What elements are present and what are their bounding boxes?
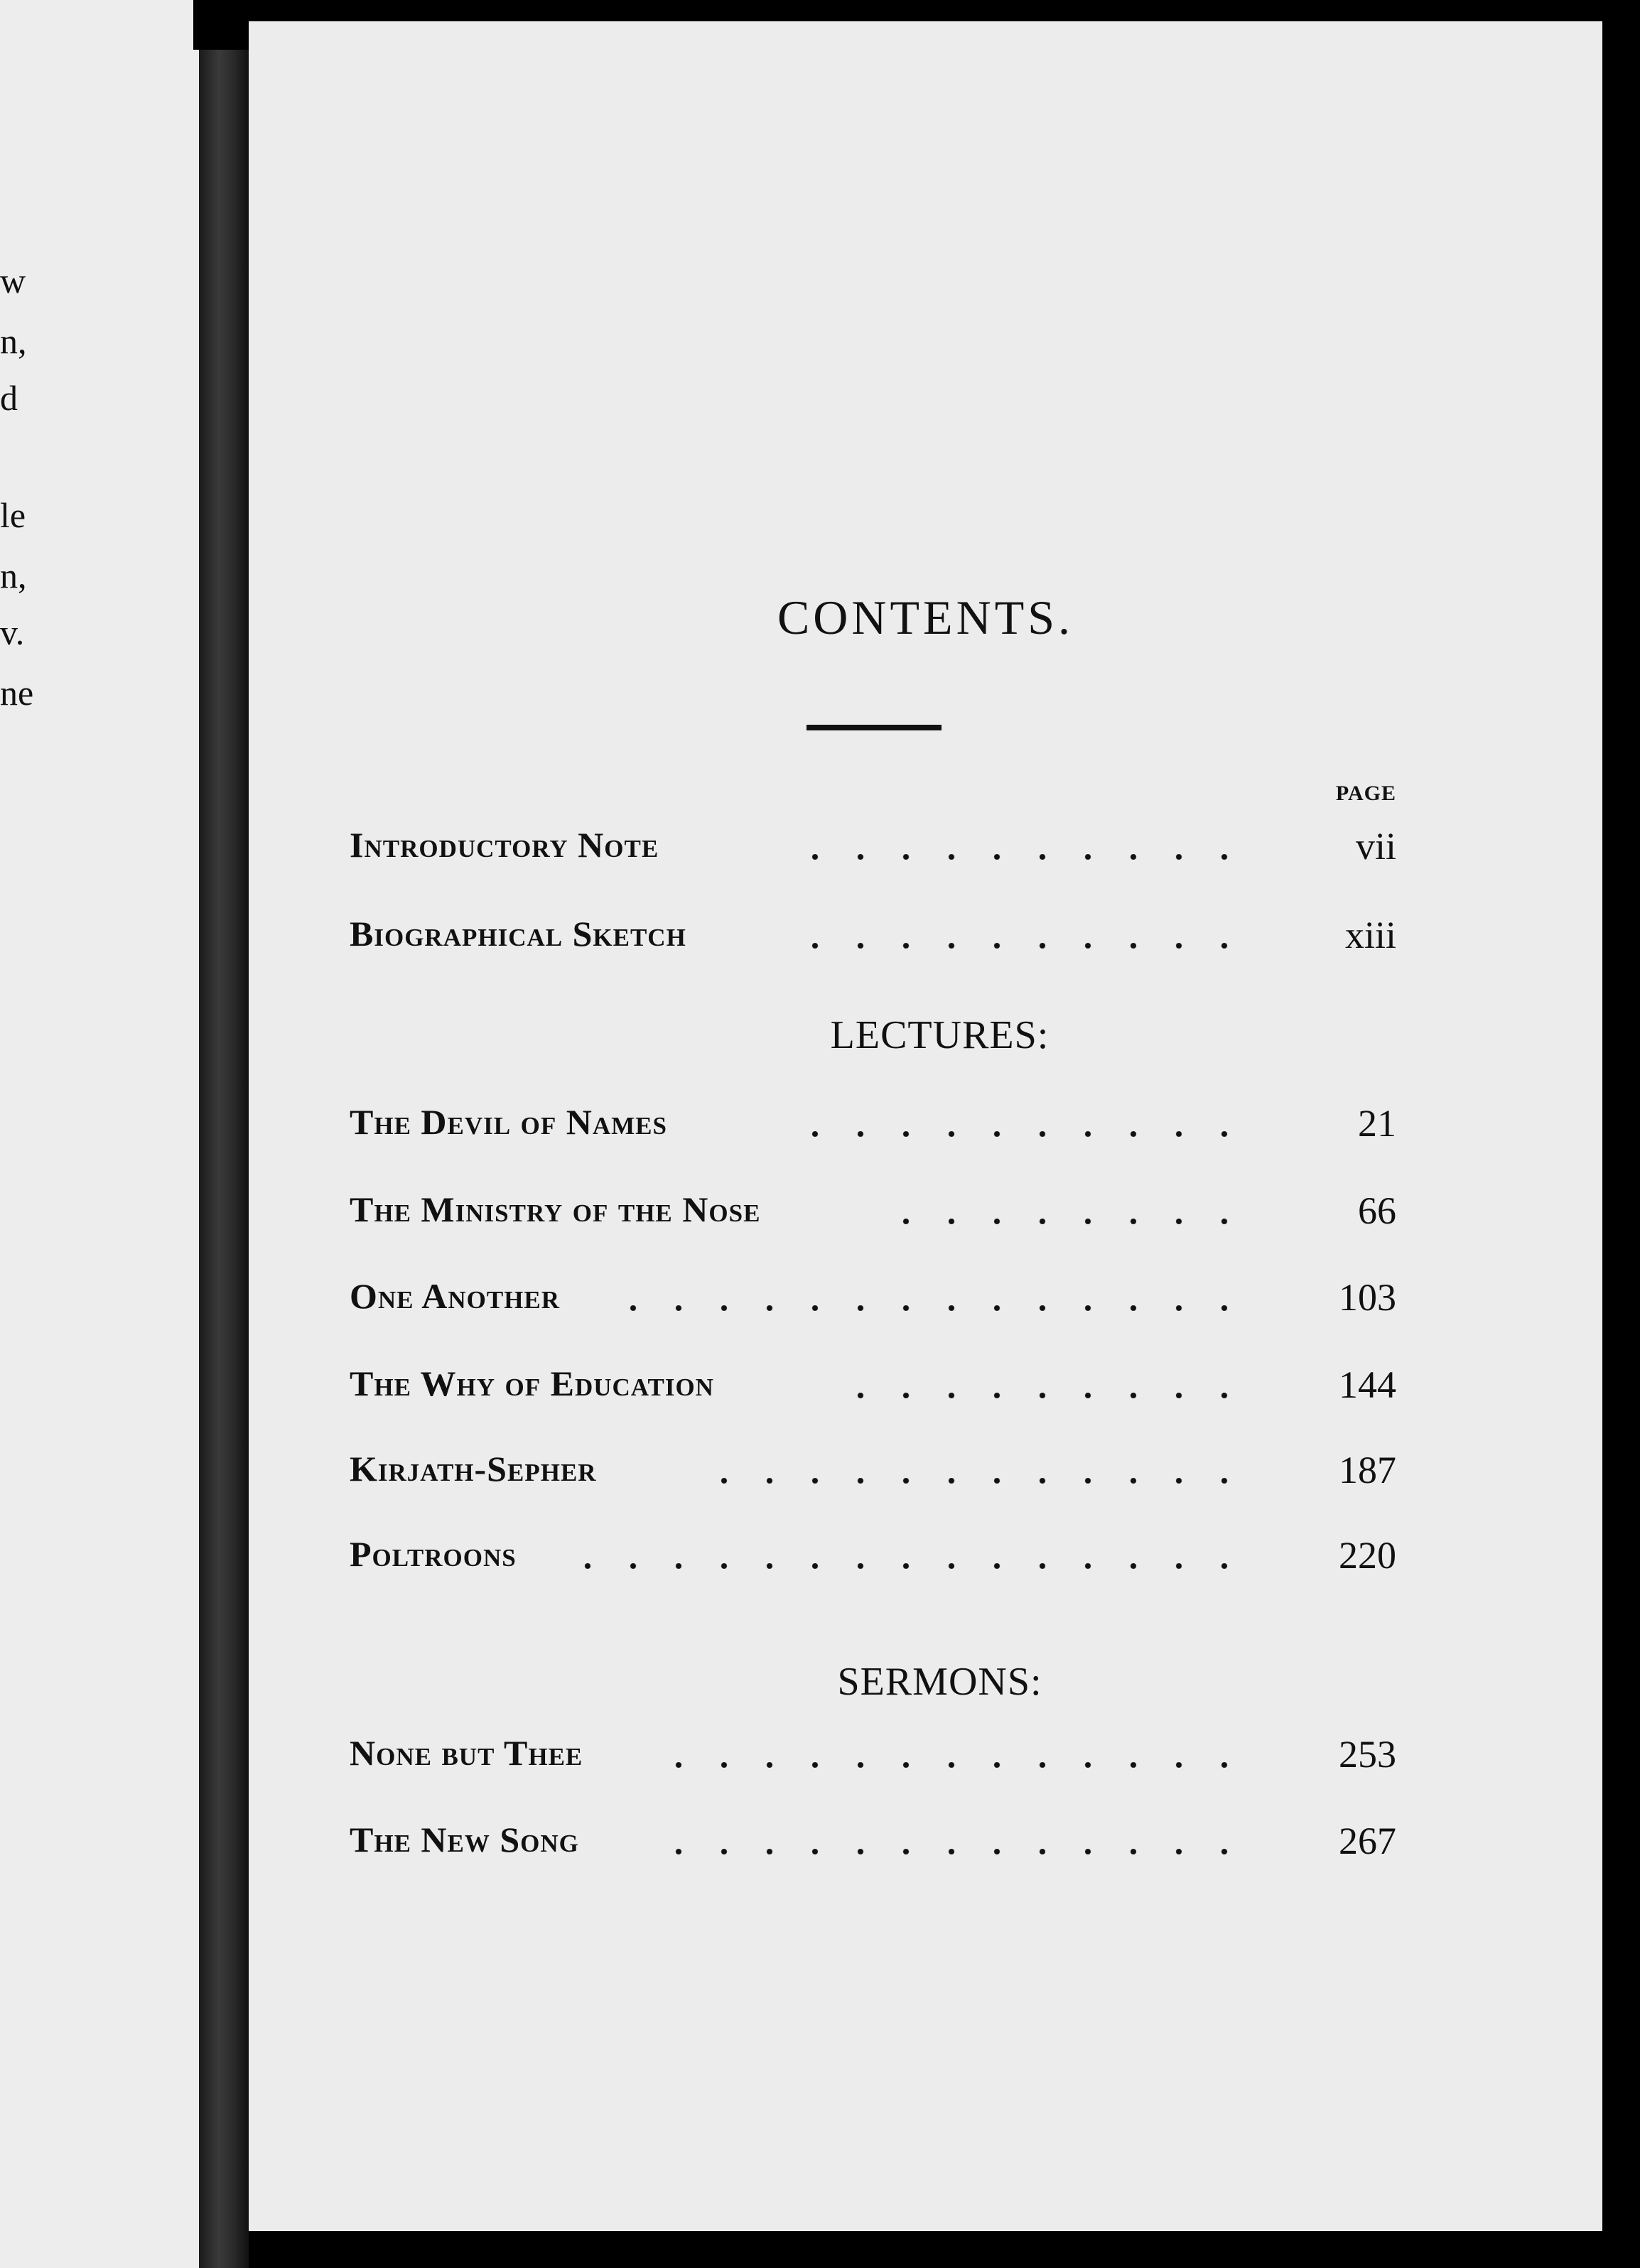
- dot-leader: [838, 1393, 1247, 1398]
- toc-entry-page: 187: [1339, 1449, 1396, 1491]
- toc-entry-biographical-sketch[interactable]: [249, 913, 1602, 963]
- toc-entry-new-song[interactable]: [249, 1819, 1602, 1869]
- dot-leader: [775, 854, 1247, 860]
- toc-entry-title: The Why of Education: [350, 1364, 714, 1403]
- dot-leader: [654, 1849, 1247, 1854]
- dot-leader: [689, 1478, 1247, 1484]
- toc-entry-ministry-of-the-nose[interactable]: [249, 1189, 1602, 1238]
- dot-leader: [789, 943, 1247, 949]
- lectures-heading: LECTURES:: [830, 1013, 1050, 1057]
- previous-page-text: w: [0, 261, 26, 301]
- previous-page-text: le: [0, 495, 26, 535]
- toc-entry-title: The New Song: [350, 1820, 579, 1859]
- toc-entry-title: The Devil of Names: [350, 1102, 667, 1142]
- toc-entry-page: xiii: [1344, 914, 1396, 956]
- previous-page-text: n,: [0, 321, 27, 361]
- previous-page-text: v.: [0, 612, 25, 652]
- dot-leader: [874, 1219, 1247, 1224]
- sermons-heading: SERMONS:: [837, 1660, 1042, 1704]
- page-column-label: PAGE: [1335, 782, 1396, 805]
- toc-entry-page: 21: [1358, 1102, 1396, 1145]
- toc-entry-title: Biographical Sketch: [350, 914, 686, 954]
- toc-entry-page: 253: [1339, 1733, 1396, 1776]
- toc-entry-devil-of-names[interactable]: [249, 1101, 1602, 1151]
- previous-page-fragment: [0, 0, 199, 2268]
- toc-entry-title: Poltroons: [350, 1534, 517, 1574]
- toc-entry-page: vii: [1355, 825, 1396, 868]
- contents-page: [249, 21, 1602, 2231]
- toc-entry-kirjath-sepher[interactable]: [249, 1448, 1602, 1498]
- toc-entry-title: None but Thee: [350, 1733, 583, 1773]
- toc-entry-one-another[interactable]: [249, 1275, 1602, 1325]
- book-gutter-shadow: [199, 0, 249, 2268]
- toc-entry-page: 144: [1339, 1364, 1396, 1406]
- toc-entry-title: Kirjath-Sepher: [350, 1449, 597, 1489]
- toc-entry-page: 103: [1339, 1276, 1396, 1319]
- title-rule: [806, 725, 942, 730]
- toc-entry-page: 66: [1358, 1189, 1396, 1232]
- toc-entry-none-but-thee[interactable]: [249, 1732, 1602, 1782]
- toc-entry-page: 267: [1339, 1820, 1396, 1862]
- dot-leader: [547, 1563, 1247, 1569]
- toc-entry-title: One Another: [350, 1276, 561, 1316]
- contents-title: CONTENTS.: [777, 590, 1074, 644]
- toc-entry-page: 220: [1339, 1534, 1396, 1577]
- previous-page-text: d: [0, 378, 18, 418]
- dot-leader: [625, 1305, 1247, 1311]
- toc-entry-why-of-education[interactable]: [249, 1363, 1602, 1413]
- toc-entry-title: The Ministry of the Nose: [350, 1189, 761, 1229]
- previous-page-text: ne: [0, 673, 34, 713]
- toc-entry-title: Introductory Note: [350, 825, 659, 865]
- toc-entry-poltroons[interactable]: [249, 1533, 1602, 1583]
- dot-leader: [654, 1762, 1247, 1768]
- toc-entry-introductory-note[interactable]: [249, 824, 1602, 874]
- previous-page-text: n,: [0, 556, 27, 595]
- book-gutter-top: [193, 0, 257, 50]
- dot-leader: [775, 1131, 1247, 1137]
